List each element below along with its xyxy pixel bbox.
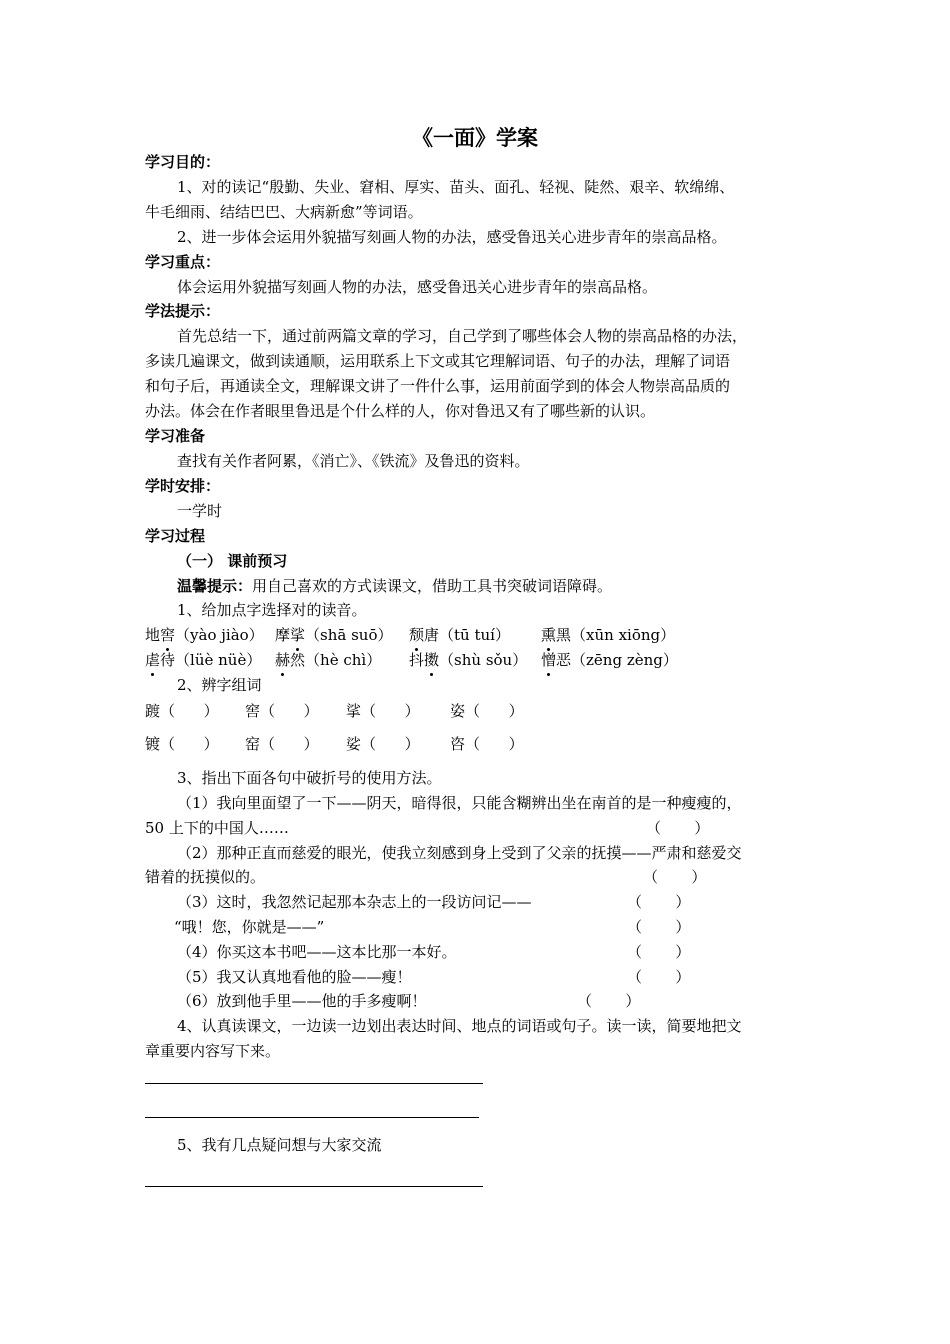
question-4-line-1: 4、认真读课文，一边读一边划出表达时间、地点的词语或句子。读一读，简要地把文	[177, 1017, 742, 1035]
question-2: 2、辨字组词	[177, 676, 262, 694]
sentence-1-line-2: 50 上下的中国人……	[145, 819, 289, 837]
sentence-4: （4）你买这本书吧——这本比那一本好。	[177, 943, 457, 961]
zuci-item: 挲（ ）	[346, 702, 420, 720]
focus-text: 体会运用外貌描写刻画人物的办法，感受鲁迅关心进步青年的崇高品格。	[177, 278, 658, 296]
answer-paren: （ ）	[627, 943, 691, 961]
schedule-heading: 学时安排：	[145, 477, 221, 495]
method-line-4: 办法。体会在作者眼里鲁迅是个什么样的人，你对鲁迅又有了哪些新的认识。	[145, 402, 656, 420]
answer-paren: （ ）	[643, 868, 707, 886]
document-title: 《一面》学案	[412, 126, 538, 150]
question-5: 5、我有几点疑问想与大家交流	[177, 1136, 382, 1154]
sentence-6: （6）放到他手里——他的手多瘦啊！	[177, 992, 427, 1010]
question-3: 3、指出下面各句中破折号的使用方法。	[177, 769, 442, 787]
tip-line	[177, 576, 612, 596]
zuci-item: 姿（ ）	[450, 702, 524, 720]
zuci-item: 咨（ ）	[450, 735, 524, 753]
objectives-heading: 学习目的：	[145, 153, 221, 171]
tip-text: 用自己喜欢的方式读课文，借助工具书突破词语障碍。	[252, 577, 613, 595]
sentence-3-line-2: “哦！您，你就是——”	[174, 918, 325, 936]
answer-paren: （ ）	[627, 893, 691, 911]
zuci-item: 镀（ ）	[145, 735, 219, 753]
question-1: 1、给加点字选择对的读音。	[177, 601, 367, 619]
pinyin-item: 摩挲（shā suō）	[275, 626, 393, 644]
method-line-1: 首先总结一下，通过前两篇文章的学习，自己学到了哪些体会人物的崇高品格的办法，	[177, 327, 748, 345]
focus-heading: 学习重点：	[145, 253, 221, 271]
schedule-text: 一学时	[177, 502, 223, 520]
pinyin-item: 颓唐（tū tuí）	[409, 626, 510, 644]
method-line-3: 和句子后，再通读全文，理解课文讲了一件什么事，运用前面学到的体会人物崇高品质的	[145, 377, 731, 395]
objective-1-line-2: 牛毛细雨、结结巴巴、大病新愈”等词语。	[145, 203, 423, 221]
sentence-3-line-1: （3）这时，我忽然记起那本杂志上的一段访问记——	[177, 893, 532, 911]
answer-paren: （ ）	[627, 918, 691, 936]
sentence-5: （5）我又认真地看他的脸——瘦！	[177, 968, 412, 986]
method-line-2: 多读几遍课文，做到读通顺，运用联系上下文或其它理解词语、句子的办法，理解了词语	[145, 352, 731, 370]
zuci-item: 窑（ ）	[245, 735, 319, 753]
answer-paren: （ ）	[646, 819, 710, 837]
objective-2: 2、进一步体会运用外貌描写刻画人物的办法，感受鲁迅关心进步青年的崇高品格。	[177, 228, 727, 246]
answer-line	[145, 1083, 483, 1084]
answer-line	[145, 1117, 479, 1118]
section-preview-heading: （一） 课前预习	[177, 552, 288, 570]
pinyin-item: 虐待（lüè nüè）	[145, 651, 262, 669]
sentence-2-line-1: （2）那种正直而慈爱的眼光，使我立刻感到身上受到了父亲的抚摸——严肃和慈爱交	[177, 844, 742, 862]
tip-label: 温馨提示：	[177, 577, 253, 595]
pinyin-item: 赫然（hè chì）	[275, 651, 382, 669]
method-heading: 学法提示：	[145, 302, 221, 320]
answer-paren: （ ）	[627, 968, 691, 986]
zuci-item: 娑（ ）	[346, 735, 420, 753]
process-heading: 学习过程	[145, 527, 206, 545]
objective-1-line-1: 1、对的读记“殷勤、失业、窘相、厚实、苗头、面孔、轻视、陡然、艰辛、软绵绵、	[177, 178, 735, 196]
pinyin-item: 熏黑（xūn xiōng）	[541, 626, 676, 644]
prep-text: 查找有关作者阿累，《消亡》、《铁流》及鲁迅的资料。	[177, 452, 530, 470]
pinyin-item: 抖擞（shù sǒu）	[409, 651, 528, 669]
zuci-item: 窖（ ）	[245, 702, 319, 720]
question-4-line-2: 章重要内容写下来。	[145, 1042, 281, 1060]
answer-line	[145, 1186, 483, 1187]
pinyin-item: 地窖（yào jiào）	[145, 626, 264, 644]
zuci-item: 踱（ ）	[145, 702, 219, 720]
answer-paren: （ ）	[577, 992, 641, 1010]
sentence-1-line-1: （1）我向里面望了一下——阴天，暗得很，只能含糊辨出坐在南首的是一种瘦瘦的，	[177, 794, 742, 812]
pinyin-item: 憎恶（zēng zèng）	[541, 651, 678, 669]
sentence-2-line-2: 错着的抚摸似的。	[145, 868, 266, 886]
prep-heading: 学习准备	[145, 427, 206, 445]
